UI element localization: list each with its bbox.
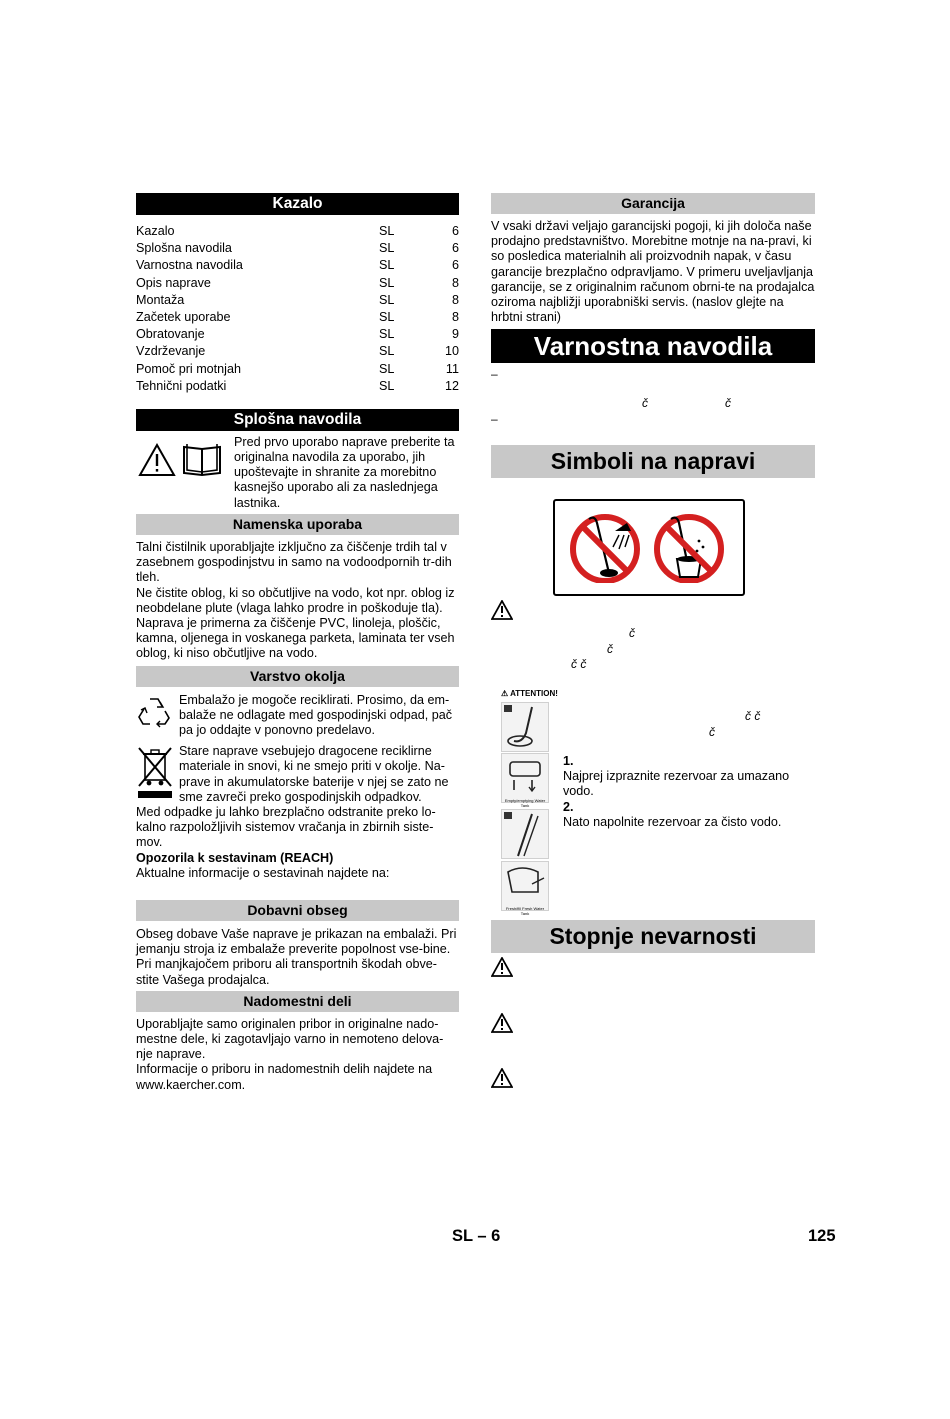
right-column bbox=[491, 193, 815, 1193]
figure-fresh-tank-thumb bbox=[501, 861, 549, 917]
toc-entry-title: Obratovanje bbox=[136, 327, 205, 342]
toc-entry-page: 8 bbox=[451, 309, 459, 324]
figure-empty-tank-label: Empty/emptying Water Tank bbox=[504, 798, 546, 809]
toc-row bbox=[136, 240, 459, 257]
toc-entry-lang: SL bbox=[379, 327, 395, 342]
toc-entry-title: Opis naprave bbox=[136, 275, 211, 290]
safety-dash-1: – bbox=[491, 367, 498, 381]
toc-row bbox=[136, 343, 459, 360]
symbols-heading: Simboli na napravi bbox=[491, 445, 815, 478]
toc-entry-title: Kazalo bbox=[136, 224, 175, 238]
general-intro-text: Pred prvo uporabo naprave preberite ta originalna navodila za uporabo, jih upoštevajte in shranite za morebitno kasnejšo uporabo ali za naslednjega lastnika. bbox=[234, 434, 455, 510]
intended-use-heading: Namenska uporaba bbox=[136, 514, 459, 535]
toc-entry-page: 11 bbox=[445, 361, 459, 376]
toc-entry-page: 9 bbox=[451, 327, 459, 342]
figure-attention-thumb bbox=[501, 702, 549, 752]
toc-entry-lang: SL bbox=[379, 224, 395, 238]
toc-row bbox=[136, 257, 459, 274]
warning-triangle-icon-2 bbox=[491, 1013, 513, 1033]
intended-use-p2: Ne čistite oblog, ki so občutljive na vodo, kot npr. oblog iz neobdelane plute (vlaga lahko prodre in poškoduje tla). bbox=[136, 585, 455, 615]
intended-use-p1: Talni čistilnik uporabljajte izključno za čiščenje trdih tal v zasebnem gospodinjstvu in samo na vodoodpornih tr-dih tleh. bbox=[136, 539, 452, 585]
symbols-char-2: č bbox=[607, 642, 613, 656]
crossed-bin-icon bbox=[136, 744, 174, 800]
toc-entry-page: 12 bbox=[444, 378, 459, 393]
recycle-text: Embalažo je mogoče reciklirati. Prosimo, da em-balaže ne odlagate med gospodinjski odpad, pač pa jo oddajte v ponovno predelavo. bbox=[179, 692, 453, 737]
safety-char-1: č bbox=[642, 396, 648, 410]
toc-entry-page: 8 bbox=[451, 292, 459, 307]
figure-empty-tank-thumb bbox=[501, 753, 549, 809]
figure-fill-tank-thumb bbox=[501, 809, 549, 859]
toc-entry-lang: SL bbox=[379, 361, 395, 376]
reach-title: Opozorila k sestavinam (REACH) bbox=[136, 850, 334, 865]
toc-row bbox=[136, 275, 459, 292]
toc-row bbox=[136, 309, 459, 326]
toc-entry-page: 6 bbox=[451, 224, 459, 238]
symbols-char-5: č bbox=[709, 725, 715, 739]
attention-label: ⚠ ATTENTION! bbox=[501, 689, 558, 698]
toc-row bbox=[136, 361, 459, 378]
device-handle-illustration-icon bbox=[502, 703, 548, 751]
toc-entry-title: Varnostna navodila bbox=[136, 258, 243, 273]
toc-entry-lang: SL bbox=[379, 275, 395, 290]
danger-triangle-icon bbox=[491, 957, 513, 977]
symbols-char-4: č č bbox=[745, 709, 761, 723]
environment-heading: Varstvo okolja bbox=[136, 666, 459, 687]
toc-entry-title: Začetek uporabe bbox=[136, 309, 231, 324]
step-1-text: Najprej izpraznite rezervoar za umazano vodo. bbox=[563, 769, 790, 799]
spare-parts-p1: Uporabljajte samo originalen pribor in originalne nado-mestne dele, ki zagotavljajo varno in nemoteno delova-nje naprave. bbox=[136, 1016, 444, 1062]
empty-tank-illustration-icon bbox=[502, 754, 548, 794]
hazard-levels-heading: Stopnje nevarnosti bbox=[491, 920, 815, 953]
figure-fresh-tank-label: Fresh/fill Fresh Water Tank bbox=[505, 906, 545, 917]
reach-text: Aktualne informacije o sestavinah najdete na: bbox=[136, 865, 390, 880]
footer-page-number: 125 bbox=[808, 1227, 836, 1245]
toc-heading: Kazalo bbox=[136, 193, 459, 215]
table-of-contents bbox=[136, 223, 459, 395]
tank-steps bbox=[563, 754, 815, 830]
safety-dash-2: – bbox=[491, 412, 498, 426]
symbols-char-1: č bbox=[629, 626, 635, 640]
safety-heading: Varnostna navodila bbox=[491, 329, 815, 363]
toc-entry-lang: SL bbox=[379, 258, 395, 273]
fresh-tank-illustration-icon bbox=[502, 862, 548, 902]
delivery-heading: Dobavni obseg bbox=[136, 900, 459, 921]
toc-entry-page: 6 bbox=[451, 241, 459, 256]
recycle-icon-wrap bbox=[136, 693, 179, 739]
toc-entry-lang: SL bbox=[379, 241, 395, 256]
general-heading: Splošna navodila bbox=[136, 409, 459, 431]
toc-entry-page: 6 bbox=[451, 258, 459, 273]
symbols-char-3: č č bbox=[571, 657, 587, 671]
caution-triangle-icon bbox=[491, 1068, 513, 1088]
fill-tank-illustration-icon bbox=[502, 810, 548, 858]
toc-row bbox=[136, 292, 459, 309]
delivery-p1: Obseg dobave Vaše naprave je prikazan na embalaži. Pri jemanju stroja iz embalaže preverite popolnost vse-bine. bbox=[136, 926, 457, 957]
recycle-icon bbox=[136, 693, 172, 729]
spare-parts-p2: Informacije o priboru in nadomestnih delih najdete na www.kaercher.com. bbox=[136, 1062, 433, 1092]
toc-entry-title: Vzdrževanje bbox=[136, 344, 206, 359]
toc-entry-page: 10 bbox=[444, 344, 459, 359]
weee-text: Stare naprave vsebujejo dragocene reciklirne materiale in snovi, ki ne smejo priti v okolje. Na-prave in akumulatorske baterije v njej se zato ne sme zavreči preko gospodinjskih odpadkov. bbox=[179, 744, 449, 804]
warranty-text: V vsaki državi veljajo garancijski pogoji, ki jih določa naše prodajno predstavništvo. Morebitne motnje na na-pravi, ki so posledica materialnih ali proizvodnih napak, v času garancije brezplačno odpravljamo. V primeru uveljavljanja garancije, se z originalnim računom obrni-te na prodajalca oziroma najbližji uporabniški servis. (naslov glejte na hrbtni strani) bbox=[491, 219, 815, 325]
spare-parts-heading: Nadomestni deli bbox=[136, 991, 459, 1012]
toc-row bbox=[136, 378, 459, 395]
toc-entry-title: Montaža bbox=[136, 292, 185, 307]
footer-section: SL – 6 bbox=[452, 1227, 501, 1245]
prohibition-symbols-panel bbox=[553, 499, 745, 596]
disposal-text: Med odpadke ju lahko brezplačno odstranite preko lo-kalno razpoložljivih sistemov vračanja in zbirnih siste-mov. bbox=[136, 804, 436, 850]
toc-entry-lang: SL bbox=[379, 292, 395, 307]
warning-book-icons bbox=[136, 435, 234, 505]
delivery-p2: Pri manjkajočem priboru ali transportnih škodah obve-stite Vašega prodajalca. bbox=[136, 957, 437, 987]
left-column bbox=[136, 193, 459, 1093]
toc-row bbox=[136, 223, 459, 240]
toc-entry-title: Tehnični podatki bbox=[136, 378, 227, 393]
toc-entry-lang: SL bbox=[379, 344, 395, 359]
manual-book-icon bbox=[181, 443, 223, 477]
intended-use-p3: Naprava je primerna za čiščenje PVC, linoleja, ploščic, kamna, oljenega in voskanega parketa, laminata ter vseh oblog, ki niso občutljive na vodo. bbox=[136, 615, 455, 661]
toc-entry-lang: SL bbox=[379, 309, 395, 324]
toc-entry-page: 8 bbox=[451, 275, 459, 290]
weee-icon-wrap bbox=[136, 744, 179, 805]
toc-entry-title: Pomoč pri motnjah bbox=[136, 361, 241, 376]
toc-entry-lang: SL bbox=[379, 378, 395, 393]
weee-block bbox=[136, 744, 459, 805]
step-2-number: 2. bbox=[563, 799, 574, 814]
warning-triangle-icon bbox=[491, 600, 513, 620]
warning-triangle-icon bbox=[138, 443, 176, 477]
no-water-bucket-icon bbox=[653, 511, 725, 583]
step-1-number: 1. bbox=[563, 754, 574, 768]
safety-char-2: č bbox=[725, 396, 731, 410]
step-2-text: Nato napolnite rezervoar za čisto vodo. bbox=[563, 814, 782, 829]
general-intro-block bbox=[136, 435, 459, 511]
toc-row bbox=[136, 326, 459, 343]
warranty-heading: Garancija bbox=[491, 193, 815, 214]
toc-entry-title: Splošna navodila bbox=[136, 241, 232, 256]
no-shower-rinse-icon bbox=[569, 511, 641, 583]
recycle-block bbox=[136, 693, 459, 739]
